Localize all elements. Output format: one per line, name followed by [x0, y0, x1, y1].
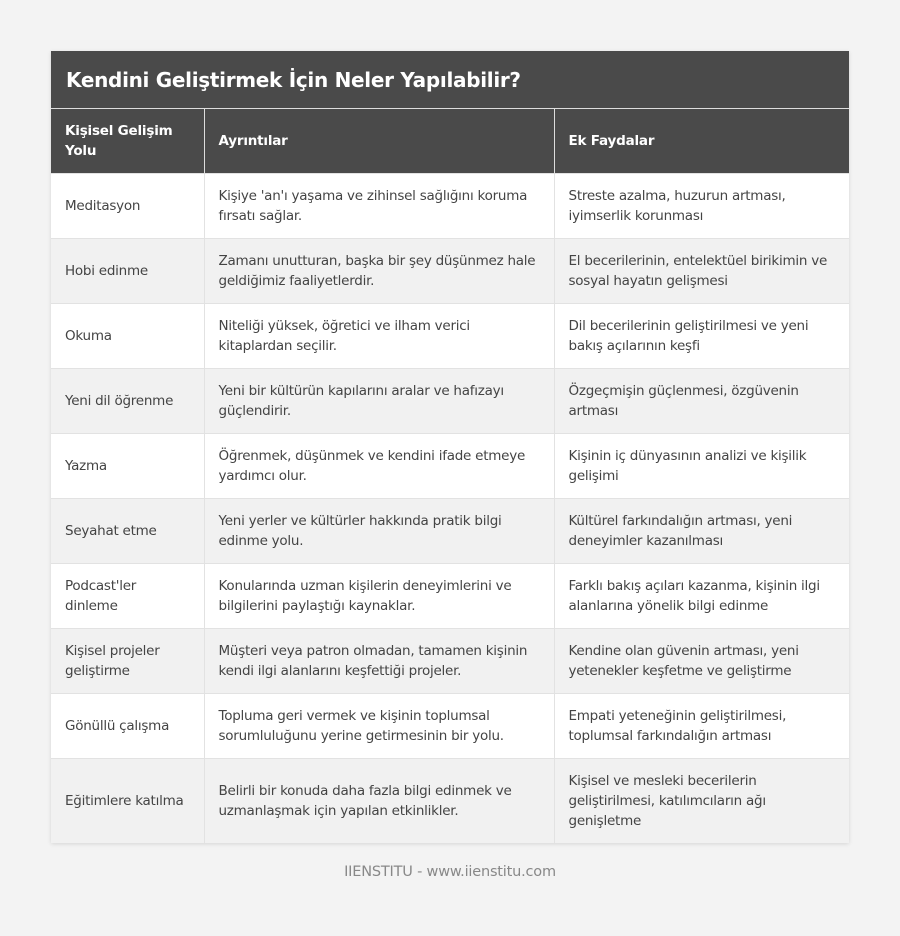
- cell-benefits: Streste azalma, huzurun artması, iyimserlik korunması: [554, 174, 849, 239]
- table-row: [51, 434, 849, 499]
- cell-benefits: Kültürel farkındalığın artması, yeni deneyimler kazanılması: [554, 499, 849, 564]
- header-row: [51, 109, 849, 174]
- cell-details: Yeni yerler ve kültürler hakkında pratik bilgi edinme yolu.: [204, 499, 554, 564]
- cell-details: Kişiye 'an'ı yaşama ve zihinsel sağlığını koruma fırsatı sağlar.: [204, 174, 554, 239]
- cell-benefits: Kişinin iç dünyasının analizi ve kişilik gelişimi: [554, 434, 849, 499]
- cell-details: Niteliği yüksek, öğretici ve ilham verici kitaplardan seçilir.: [204, 304, 554, 369]
- cell-benefits: Farklı bakış açıları kazanma, kişinin ilgi alanlarına yönelik bilgi edinme: [554, 564, 849, 629]
- table-row: [51, 174, 849, 239]
- table-title: Kendini Geliştirmek İçin Neler Yapılabilir?: [51, 51, 849, 109]
- cell-path: Podcast'ler dinleme: [51, 564, 204, 629]
- footer-credit: IIENSTITU - www.iienstitu.com: [344, 864, 556, 880]
- column-header-details: Ayrıntılar: [204, 109, 554, 174]
- cell-path: Yazma: [51, 434, 204, 499]
- cell-path: Seyahat etme: [51, 499, 204, 564]
- cell-details: Müşteri veya patron olmadan, tamamen kişinin kendi ilgi alanlarını keşfettiği projeler.: [204, 629, 554, 694]
- cell-details: Öğrenmek, düşünmek ve kendini ifade etmeye yardımcı olur.: [204, 434, 554, 499]
- cell-benefits: El becerilerinin, entelektüel birikimin ve sosyal hayatın gelişmesi: [554, 239, 849, 304]
- cell-details: Yeni bir kültürün kapılarını aralar ve hafızayı güçlendirir.: [204, 369, 554, 434]
- table-row: [51, 564, 849, 629]
- table-row: [51, 759, 849, 844]
- cell-path: Gönüllü çalışma: [51, 694, 204, 759]
- cell-benefits: Dil becerilerinin geliştirilmesi ve yeni bakış açılarının keşfi: [554, 304, 849, 369]
- cell-benefits: Empati yeteneğinin geliştirilmesi, toplumsal farkındalığın artması: [554, 694, 849, 759]
- table-row: [51, 499, 849, 564]
- cell-details: Zamanı unutturan, başka bir şey düşünmez hale geldiğimiz faaliyetlerdir.: [204, 239, 554, 304]
- cell-path: Kişisel projeler geliştirme: [51, 629, 204, 694]
- cell-details: Belirli bir konuda daha fazla bilgi edinmek ve uzmanlaşmak için yapılan etkinlikler.: [204, 759, 554, 844]
- table-row: [51, 369, 849, 434]
- cell-path: Meditasyon: [51, 174, 204, 239]
- cell-path: Hobi edinme: [51, 239, 204, 304]
- cell-details: Konularında uzman kişilerin deneyimlerini ve bilgilerini paylaştığı kaynaklar.: [204, 564, 554, 629]
- personal-development-table: [51, 109, 849, 843]
- cell-details: Topluma geri vermek ve kişinin toplumsal sorumluluğunu yerine getirmesinin bir yolu.: [204, 694, 554, 759]
- table-row: [51, 239, 849, 304]
- table-row: [51, 694, 849, 759]
- cell-path: Okuma: [51, 304, 204, 369]
- cell-benefits: Kişisel ve mesleki becerilerin geliştirilmesi, katılımcıların ağı genişletme: [554, 759, 849, 844]
- column-header-benefits: Ek Faydalar: [554, 109, 849, 174]
- cell-benefits: Özgeçmişin güçlenmesi, özgüvenin artması: [554, 369, 849, 434]
- table-card: [51, 51, 849, 843]
- table-row: [51, 304, 849, 369]
- cell-path: Yeni dil öğrenme: [51, 369, 204, 434]
- cell-benefits: Kendine olan güvenin artması, yeni yetenekler keşfetme ve geliştirme: [554, 629, 849, 694]
- table-row: [51, 629, 849, 694]
- column-header-path: Kişisel Gelişim Yolu: [51, 109, 204, 174]
- cell-path: Eğitimlere katılma: [51, 759, 204, 844]
